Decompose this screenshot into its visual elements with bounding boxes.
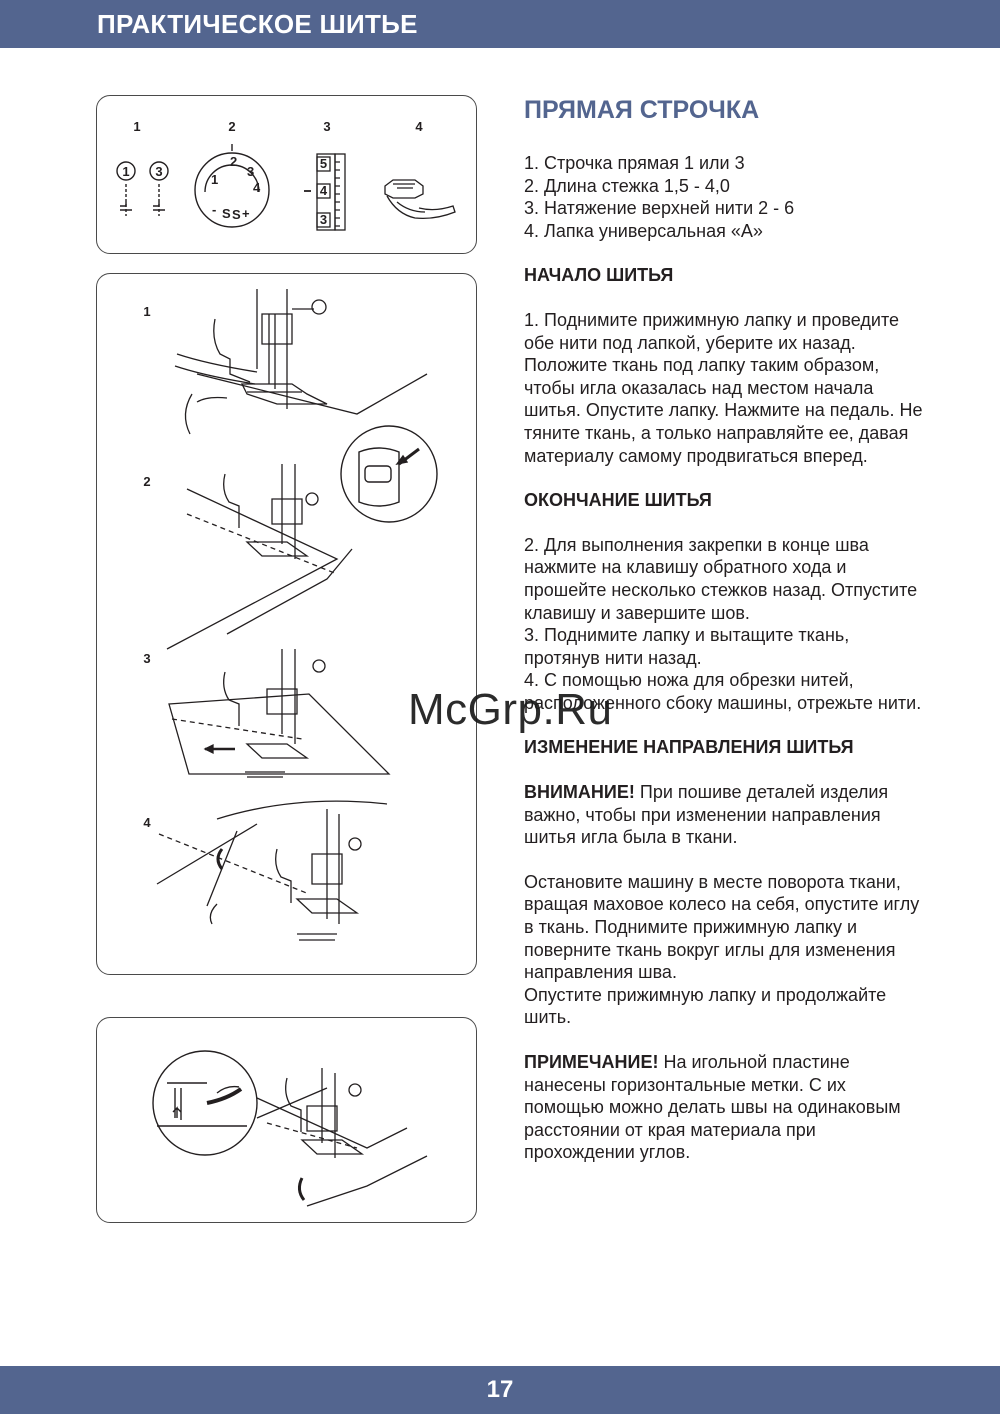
step-label-1: 1 <box>143 304 151 319</box>
attention-label: ВНИМАНИЕ! <box>524 782 635 803</box>
note-text <box>524 1051 924 1164</box>
reverse-button-icon <box>341 426 437 522</box>
turn-continue: Опустите прижимную лапку и продолжайте шить. <box>524 984 887 1028</box>
dial-number-4: 4 <box>253 180 261 195</box>
attention-body: При пошиве деталей изделия важно, чтобы при изменении направления шитья игла была в ткани. <box>524 782 889 848</box>
instructions-column <box>524 94 924 1186</box>
dial-number-2: 2 <box>230 154 238 169</box>
pivot-needle-icon <box>257 1068 427 1206</box>
turn-instructions: Остановите машину в месте поворота ткани, вращая маховое колесо на себя, опустите иглу в ткань. Поднимите прижимную лапку и поверните ткань вокруг иглы для изменения направления шва. <box>524 871 920 983</box>
end-step-2: 2. Для выполнения закрепки в конце шва нажмите на клавишу обратного хода и прошейте несколько стежков назад. Отпустите клавишу и завершите шов. <box>524 534 918 623</box>
header-bar <box>0 0 1000 48</box>
dial-mark-plus: + <box>242 206 250 221</box>
attention-text <box>524 781 924 849</box>
turn-text <box>524 871 924 1029</box>
settings-list-item: 2. Длина стежка 1,5 - 4,0 <box>524 175 730 196</box>
sewing-start-icon <box>167 464 352 649</box>
settings-label-1: 1 <box>133 119 141 134</box>
step-label-3: 3 <box>143 651 151 666</box>
end-step-3: 3. Поднимите лапку и вытащите ткань, протянув нити назад. <box>524 625 850 668</box>
dial-mark-s1: S <box>222 206 231 221</box>
settings-list-item: 4. Лапка универсальная «А» <box>524 220 763 241</box>
settings-label-4: 4 <box>415 119 423 134</box>
dial-number-1: 1 <box>211 172 219 187</box>
settings-list <box>524 152 924 242</box>
watermark: McGrp.Ru <box>408 685 613 734</box>
turning-illustration-panel <box>96 1017 477 1223</box>
step-label-4: 4 <box>143 815 151 830</box>
page-header-title: ПРАКТИЧЕСКОЕ ШИТЬЕ <box>97 9 418 39</box>
sewing-steps-illustration-panel <box>96 273 477 975</box>
settings-list-item: 1. Строчка прямая 1 или 3 <box>524 153 745 173</box>
note-body: На игольной пластине нанесены горизонтальные метки. С их помощью можно делать швы на одинаковым расстоянии от края материала при прохождении углов. <box>524 1052 901 1163</box>
step-label-2: 2 <box>143 474 151 489</box>
thread-cutter-icon <box>157 801 387 940</box>
pivot-detail-icon <box>153 1051 257 1155</box>
end-step-4: 4. С помощью ножа для обрезки нитей, расположенного сбоку машины, отрежьте нити. <box>524 670 922 713</box>
turn-heading: ИЗМЕНЕНИЕ НАПРАВЛЕНИЯ ШИТЬЯ <box>524 737 854 758</box>
reverse-stitch-icon <box>169 649 389 777</box>
tension-number-5: 5 <box>319 156 328 171</box>
page-number: 17 <box>486 1376 514 1403</box>
tension-number-4: 4 <box>319 183 328 198</box>
settings-label-3: 3 <box>323 119 331 134</box>
dial-mark-s2: S <box>232 207 241 222</box>
stitch-number-1: 1 <box>122 164 130 179</box>
end-heading: ОКОНЧАНИЕ ШИТЬЯ <box>524 490 712 511</box>
presser-foot-raise-icon <box>175 289 427 434</box>
footer-bar <box>0 1366 1000 1414</box>
start-text: 1. Поднимите прижимную лапку и проведите обе нити под лапкой, уберите их назад. Положите ткань под лапку таким образом, чтобы игла оказалась над местом начала шитья. Опустите лапку. Нажмите на педаль. Не тяните ткань, а только направляйте ее, давая материалу самому продвигаться вперед. <box>524 309 923 466</box>
settings-illustration <box>97 96 478 255</box>
turning-illustration <box>97 1018 478 1224</box>
stitch-number-3: 3 <box>155 164 163 179</box>
settings-illustration-panel <box>96 95 477 254</box>
tension-number-3: 3 <box>319 212 328 227</box>
settings-label-2: 2 <box>228 119 236 134</box>
start-heading: НАЧАЛО ШИТЬЯ <box>524 265 674 286</box>
dial-mark-minus: - <box>212 202 217 217</box>
dial-number-3: 3 <box>247 164 255 179</box>
presser-foot-icon <box>385 180 455 218</box>
settings-list-item: 3. Натяжение верхней нити 2 - 6 <box>524 198 795 219</box>
note-label: ПРИМЕЧАНИЕ! <box>524 1052 659 1072</box>
section-title: ПРЯМАЯ СТРОЧКА <box>524 96 760 124</box>
sewing-steps-illustration <box>97 274 478 976</box>
